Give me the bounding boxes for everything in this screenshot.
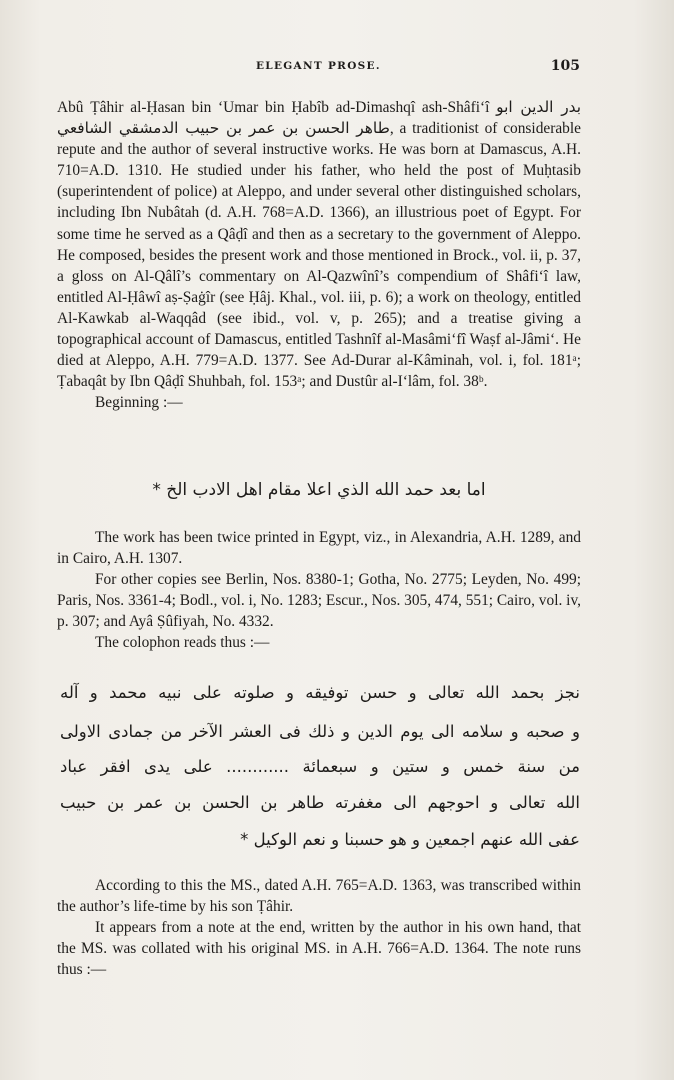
other-copies: For other copies see Berlin, Nos. 8380-1; Gotha, No. 2775; Leyden, No. 499; Paris, Nos. 3361-4; Bodl., vol. i, No. 1283; Escur., Nos. 305, 474, 551; Cairo, vol. iv, p. 307; and Ayâ Ṣûfiyah, No. 4332. xyxy=(57,571,581,631)
colophon-line-3: من سنة خمس و ستين و سبعمائة ............ على يدى افقر عباد xyxy=(60,757,580,776)
collation-note: It appears from a note at the end, written by the author in his own hand, that the MS. was collated with his original MS. in A.H. 766=A.D. 1364. The note runs thus :— xyxy=(57,919,581,979)
running-header xyxy=(0,58,674,74)
editions-section xyxy=(57,527,581,654)
closing-section xyxy=(57,875,581,980)
page-number: 105 xyxy=(550,58,580,74)
dated-note: According to this the MS., dated A.H. 765=A.D. 1363, was transcribed within the author’s life-time by his son Ṭâhir. xyxy=(57,877,581,916)
colophon-line-1: نجز بحمد الله تعالى و حسن توفيقه و صلوته على نبيه محمد و آله xyxy=(60,683,580,702)
beginning-arabic: اما بعد حمد الله الذي اعلا مقام اهل الادب الخ * xyxy=(152,480,486,500)
colophon-line-4: الله تعالى و احوجهم الى مغفرته طاهر بن الحسن بن عمر بن حبيب xyxy=(60,793,580,812)
colophon-label: The colophon reads thus :— xyxy=(95,634,270,652)
author-name-arabic: بدر الدين ابو طاهر الحسن بن عمر بن حبيب الدمشقي الشافعي xyxy=(57,98,581,138)
colophon-line-2: و صحبه و سلامه الى يوم الدين و ذلك فى العشر الآخر من جمادى الاولى xyxy=(60,722,580,741)
entry-text: , a traditionist of considerable repute and the author of several instructive works. He was born at Damascus, A.H. 710=A.D. 1310. He studied under his father, who held the post of Muḥtasib (superintendent of police) at Aleppo, and under several other distinguished scholars, including Ibn Nubâtah (d. A.H. 768=A.D. 1366), an illustrious poet of Egypt. For some time he served as a Qâḍî and then as a secretary to the government of Aleppo. He composed, besides the present work and those mentioned in Brock., vol. ii, p. 37, a gloss on Al-Qâlî’s commentary on Al-Qazwînî’s compendium of Shâfi‘î law, entitled Al-Ḥâwî aṣ-Ṣaġîr (see Ḥâj. Khal., vol. iii, p. 6); a work on theology, entitled Al-Kawkab al-Waqqâd (see ibid., vol. v, p. 265); and a treatise giving a topographical account of Damascus, entitled Tashnîf al-Masâmi‘fî Waṣf al-Jâmi‘. He died at Aleppo, A.H. 779=A.D. 1377. See Ad-Durar al-Kâminah, vol. i, fol. 181ᵃ; Ṭabaqât by Ibn Qâḍî Shuhbah, fol. 153ᵃ; and Dustûr al-I‘lâm, fol. 38ᵇ. xyxy=(57,120,581,391)
running-title: ELEGANT PROSE. xyxy=(256,60,381,72)
entry-paragraph xyxy=(57,97,581,413)
author-name: Abû Ṭâhir al-Ḥasan bin ‘Umar bin Ḥabîb ad-Dimashqî ash-Shâfi‘î xyxy=(57,99,490,116)
printed-editions: The work has been twice printed in Egypt, viz., in Alexandria, A.H. 1289, and in Cairo, A.H. 1307. xyxy=(57,529,581,568)
beginning-label: Beginning :— xyxy=(95,394,183,412)
colophon-line-5: عفى الله عنهم اجمعين و هو حسبنا و نعم الوكيل * xyxy=(240,830,580,849)
